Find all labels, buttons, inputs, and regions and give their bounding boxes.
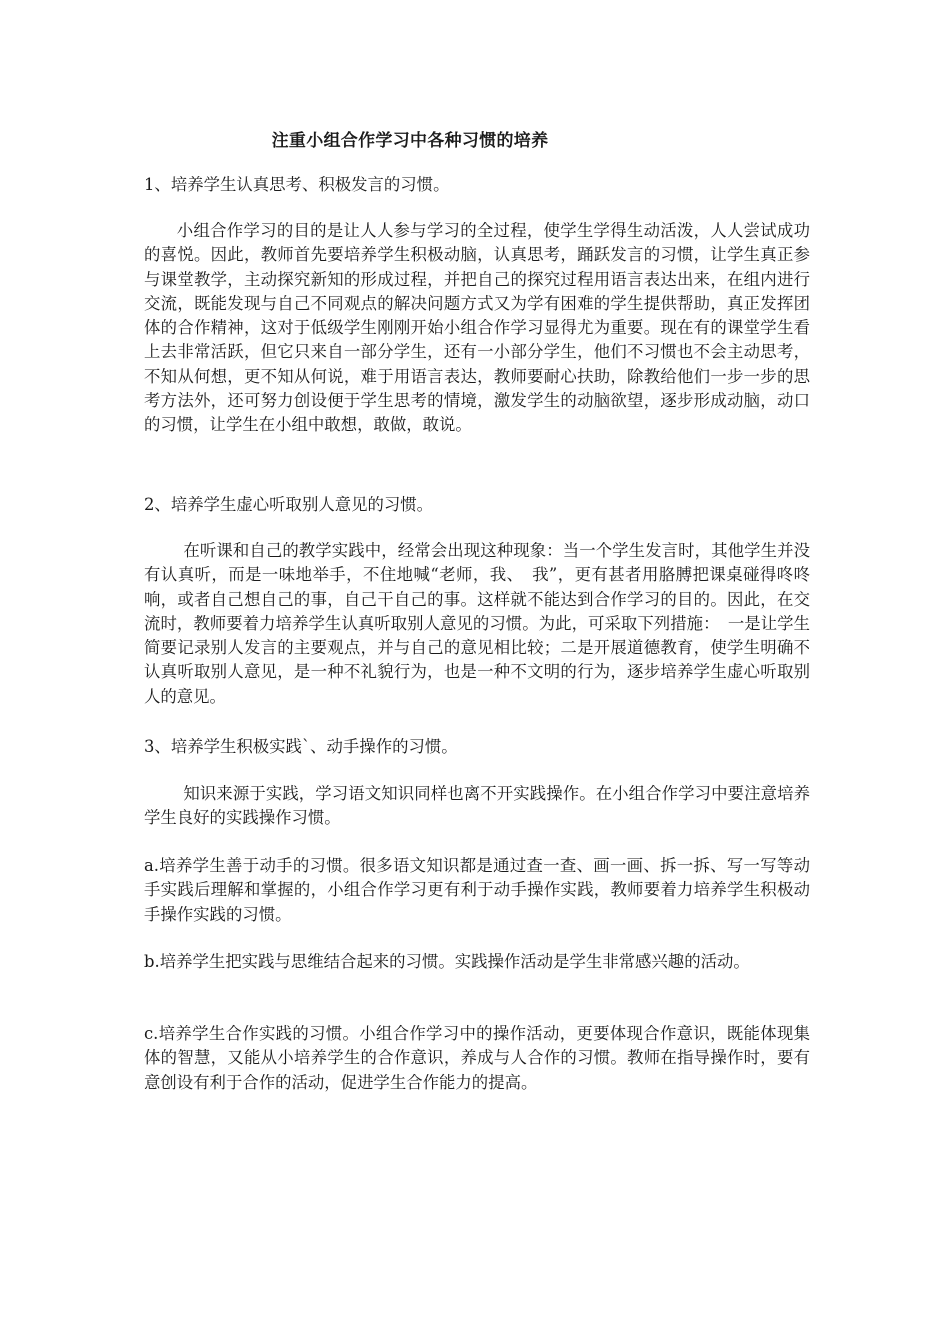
section-2-paragraph: 在听课和自己的教学实践中，经常会出现这种现象：当一个学生发言时，其他学生并没有认真听，而是一味地举手，不住地喊“老师，我、 我”，更有甚者用胳膊把课桌碰得咚咚响，或者自己想自己的事，自己干自己的事。这样就不能达到合作学习的目的。因此，在交流时，教师要着力培养学生认真听取别人意见的习惯。为此，可采取下列措施： 一是让学生简要记录别人发言的主要观点，并与自己的意见相比较；二是开展道德教育，使学生明确不认真听取别人意见，是一种不礼貌行为，也是一种不文明的行为，逐步培养学生虚心听取别人的意见。 [144,541,810,706]
document-title: 注重小组合作学习中各种习惯的培养 [271,131,549,151]
section-3-heading: 3、培养学生积极实践`、动手操作的习惯。 [144,737,458,756]
item-a-paragraph: a.培养学生善于动手的习惯。很多语文知识都是通过查一查、画一画、拆一拆、写一写等动手实践后理解和掌握的，小组合作学习更有利于动手操作实践，教师要着力培养学生积极动手操作实践的习惯。 [144,856,810,924]
section-2-heading: 2、培养学生虚心听取别人意见的习惯。 [144,495,434,514]
item-c-paragraph: c.培养学生合作实践的习惯。小组合作学习中的操作活动，更要体现合作意识，既能体现集体的智慧，又能从小培养学生的合作意识，养成与人合作的习惯。教师在指导操作时，要有意创设有利于合作的活动，促进学生合作能力的提高。 [144,1024,810,1092]
item-b-paragraph: b.培养学生把实践与思维结合起来的习惯。实践操作活动是学生非常感兴趣的活动。 [144,952,750,971]
section-1-heading: 1、培养学生认真思考、积极发言的习惯。 [144,175,450,194]
section-3-paragraph: 知识来源于实践，学习语文知识同样也离不开实践操作。在小组合作学习中要注意培养学生良好的实践操作习惯。 [144,784,810,828]
section-1-paragraph: 小组合作学习的目的是让人人参与学习的全过程，使学生学得生动活泼，人人尝试成功的喜悦。因此，教师首先要培养学生积极动脑，认真思考，踊跃发言的习惯，让学生真正参与课堂教学，主动探究新知的形成过程，并把自己的探究过程用语言表达出来，在组内进行交流，既能发现与自己不同观点的解决问题方式又为学有困难的学生提供帮助，真正发挥团体的合作精神，这对于低级学生刚刚开始小组合作学习显得尤为重要。现在有的课堂学生看上去非常活跃，但它只来自一部分学生，还有一小部分学生，他们不习惯也不会主动思考，不知从何想，更不知从何说，难于用语言表达，教师要耐心扶助，除教给他们一步一步的思考方法外，还可努力创设便于学生思考的情境，激发学生的动脑欲望，逐步形成动脑，动口的习惯，让学生在小组中敢想，敢做，敢说。 [144,221,810,435]
